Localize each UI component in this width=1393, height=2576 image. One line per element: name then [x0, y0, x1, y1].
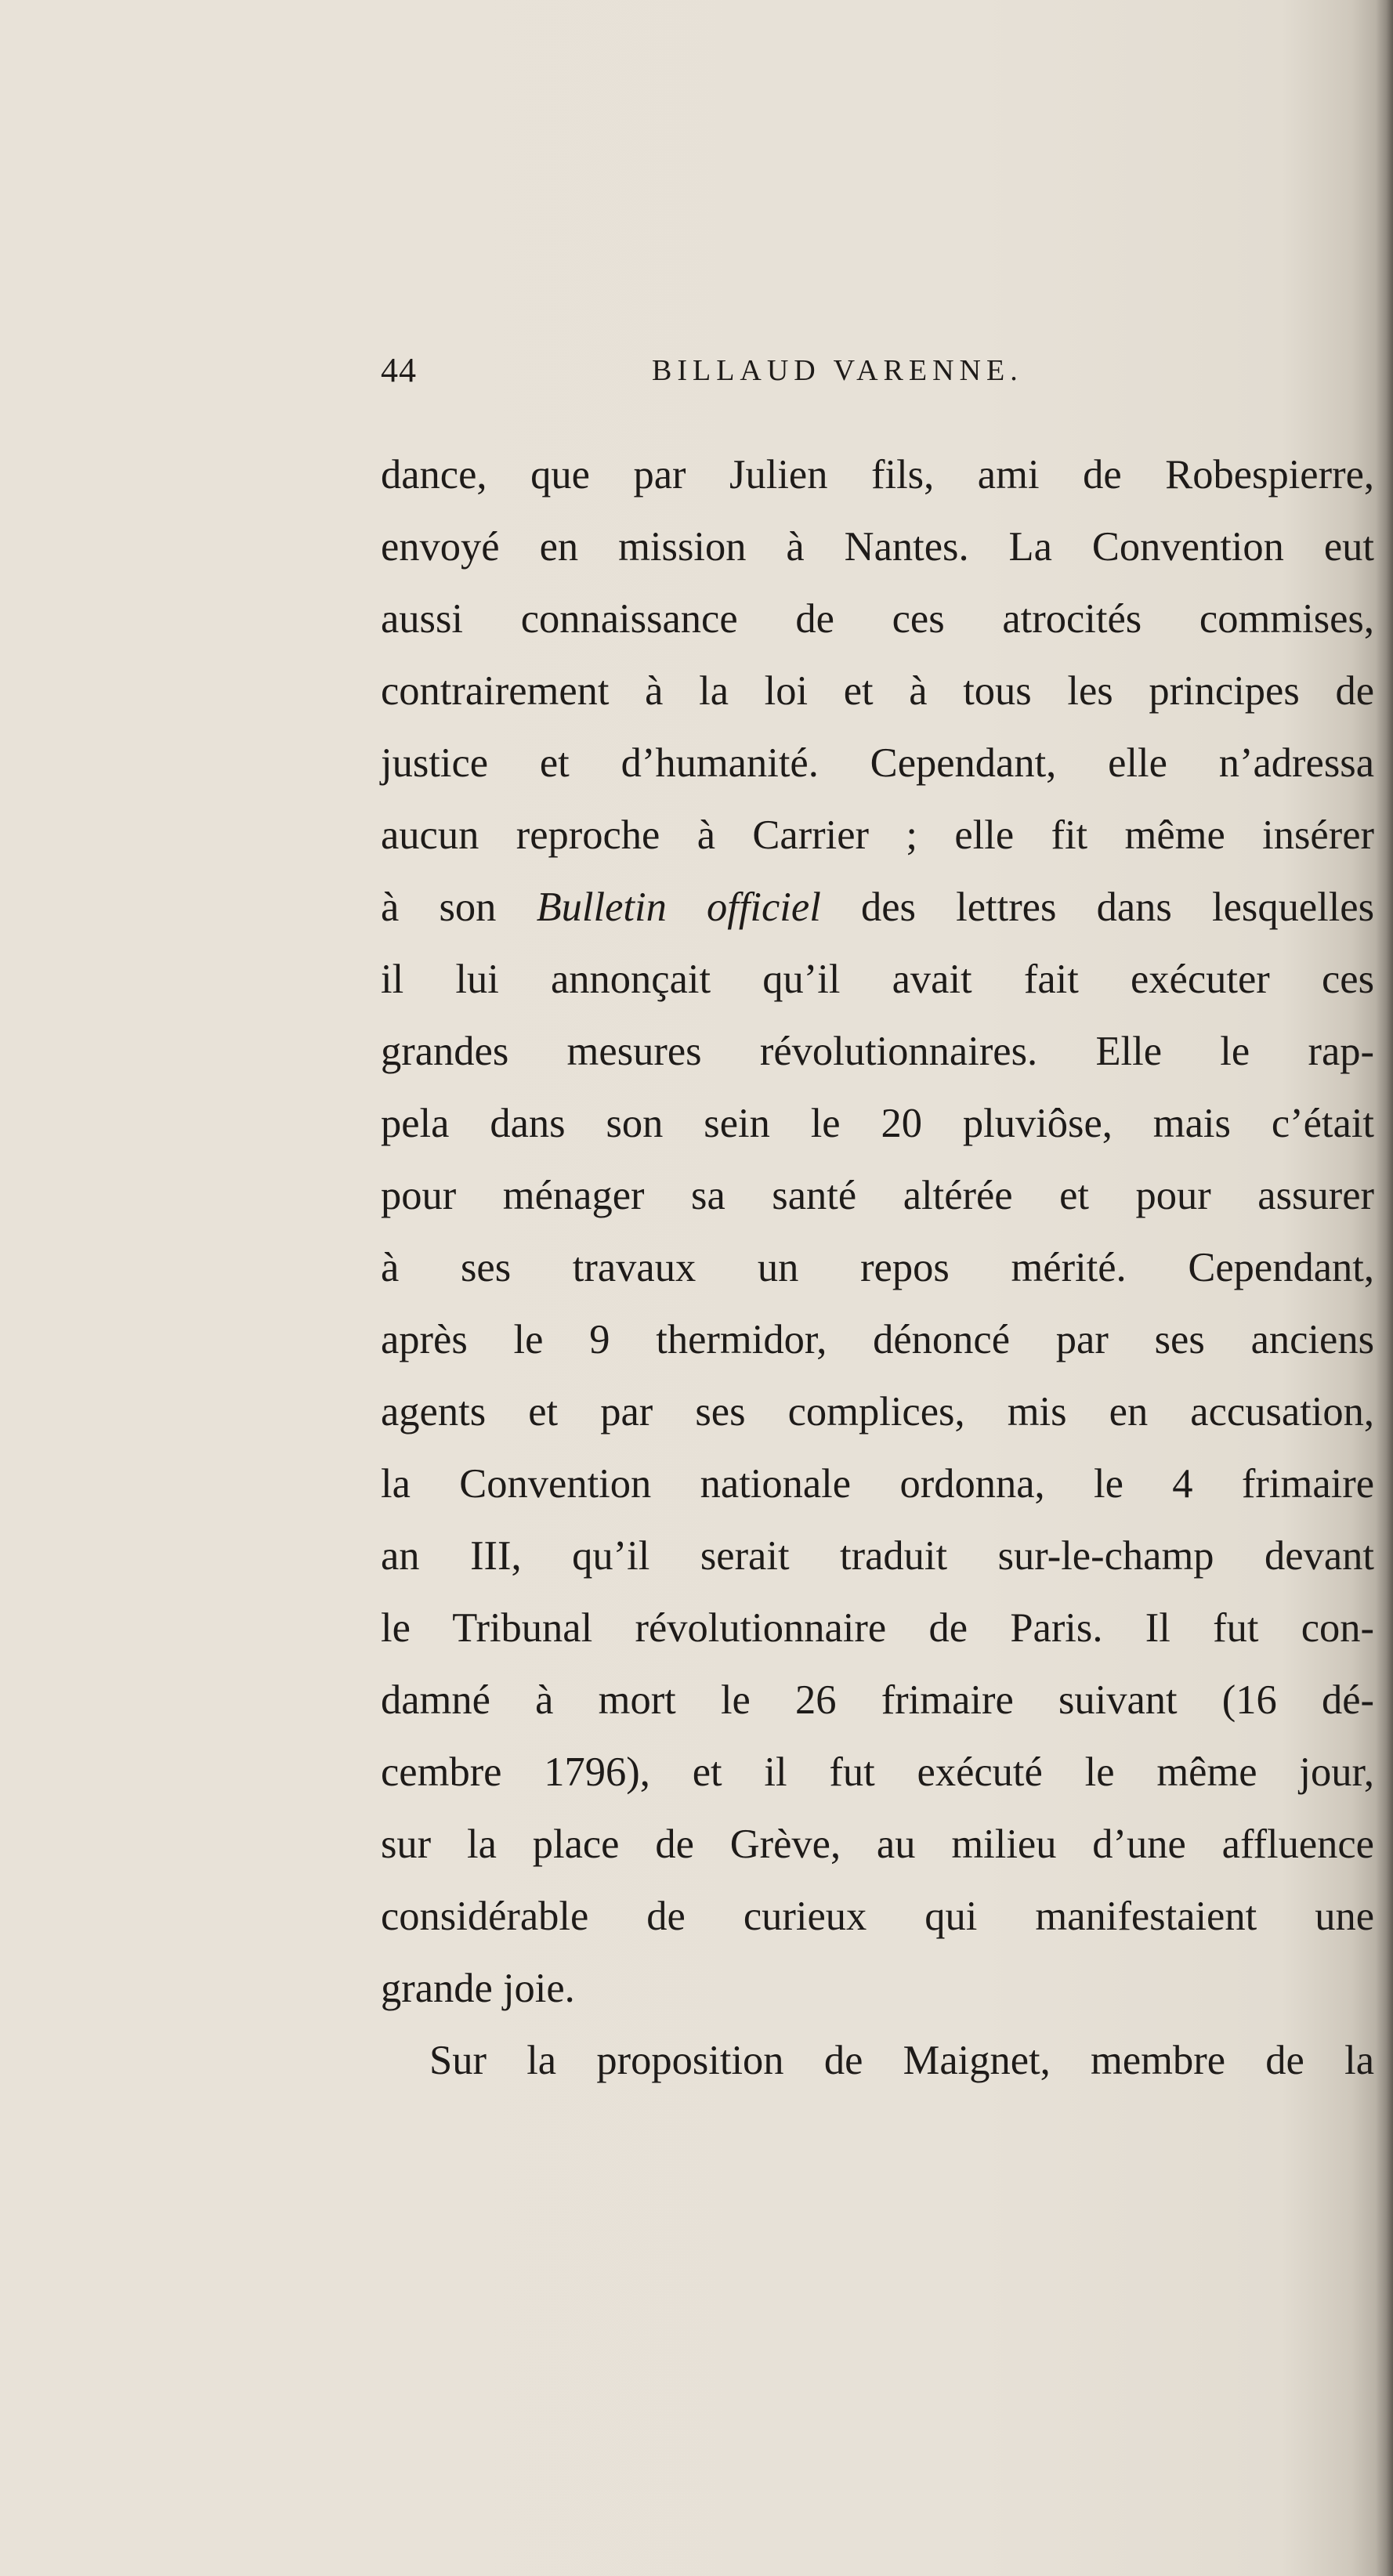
- text-line: envoyé en mission à Nantes. La Convention eut: [381, 524, 1374, 570]
- page-header: [381, 343, 1387, 398]
- text-line: grande joie.: [381, 1966, 575, 2011]
- body-text: [381, 439, 1374, 2097]
- text-line: le Tribunal révolutionnaire de Paris. Il fut con-: [381, 1605, 1374, 1651]
- text-line: après le 9 thermidor, dénoncé par ses anciens: [381, 1317, 1374, 1362]
- text-line: aussi connaissance de ces atrocités commises,: [381, 596, 1374, 642]
- running-head: BILLAUD VARENNE.: [652, 354, 1023, 387]
- text-line: justice et d’humanité. Cependant, elle n’adressa: [381, 740, 1374, 786]
- text-line: dance, que par Julien fils, ami de Robespierre,: [381, 452, 1374, 497]
- text-line: la Convention nationale ordonna, le 4 frimaire: [381, 1461, 1374, 1507]
- text-segment: à son: [381, 885, 497, 930]
- text-line: cembre 1796), et il fut exécuté le même jour,: [381, 1749, 1374, 1795]
- text-line: damné à mort le 26 frimaire suivant (16 dé-: [381, 1677, 1374, 1723]
- text-line: sur la place de Grève, au milieu d’une affluence: [381, 1822, 1374, 1867]
- text-line: contrairement à la loi et à tous les principes de: [381, 668, 1374, 714]
- page-number: 44: [381, 351, 417, 389]
- text-line: grandes mesures révolutionnaires. Elle le rap-: [381, 1029, 1374, 1074]
- text-line: an III, qu’il serait traduit sur-le-champ devant: [381, 1533, 1374, 1579]
- text-line: à ses travaux un repos mérité. Cependant,: [381, 1245, 1374, 1290]
- italic-title: Bulletin officiel: [536, 885, 821, 930]
- text-segment: des lettres dans lesquelles: [860, 885, 1375, 930]
- text-line: agents et par ses complices, mis en accusation,: [381, 1389, 1374, 1435]
- text-line: considérable de curieux qui manifestaient une: [381, 1894, 1374, 1939]
- text-line: Sur la proposition de Maignet, membre de la: [429, 2038, 1374, 2083]
- text-line: aucun reproche à Carrier ; elle fit même insérer: [381, 812, 1374, 858]
- text-line: pela dans son sein le 20 pluviôse, mais c’était: [381, 1101, 1374, 1146]
- text-line: pour ménager sa santé altérée et pour assurer: [381, 1173, 1374, 1218]
- text-line: il lui annonçait qu’il avait fait exécuter ces: [381, 957, 1374, 1002]
- text-line: [381, 871, 1374, 943]
